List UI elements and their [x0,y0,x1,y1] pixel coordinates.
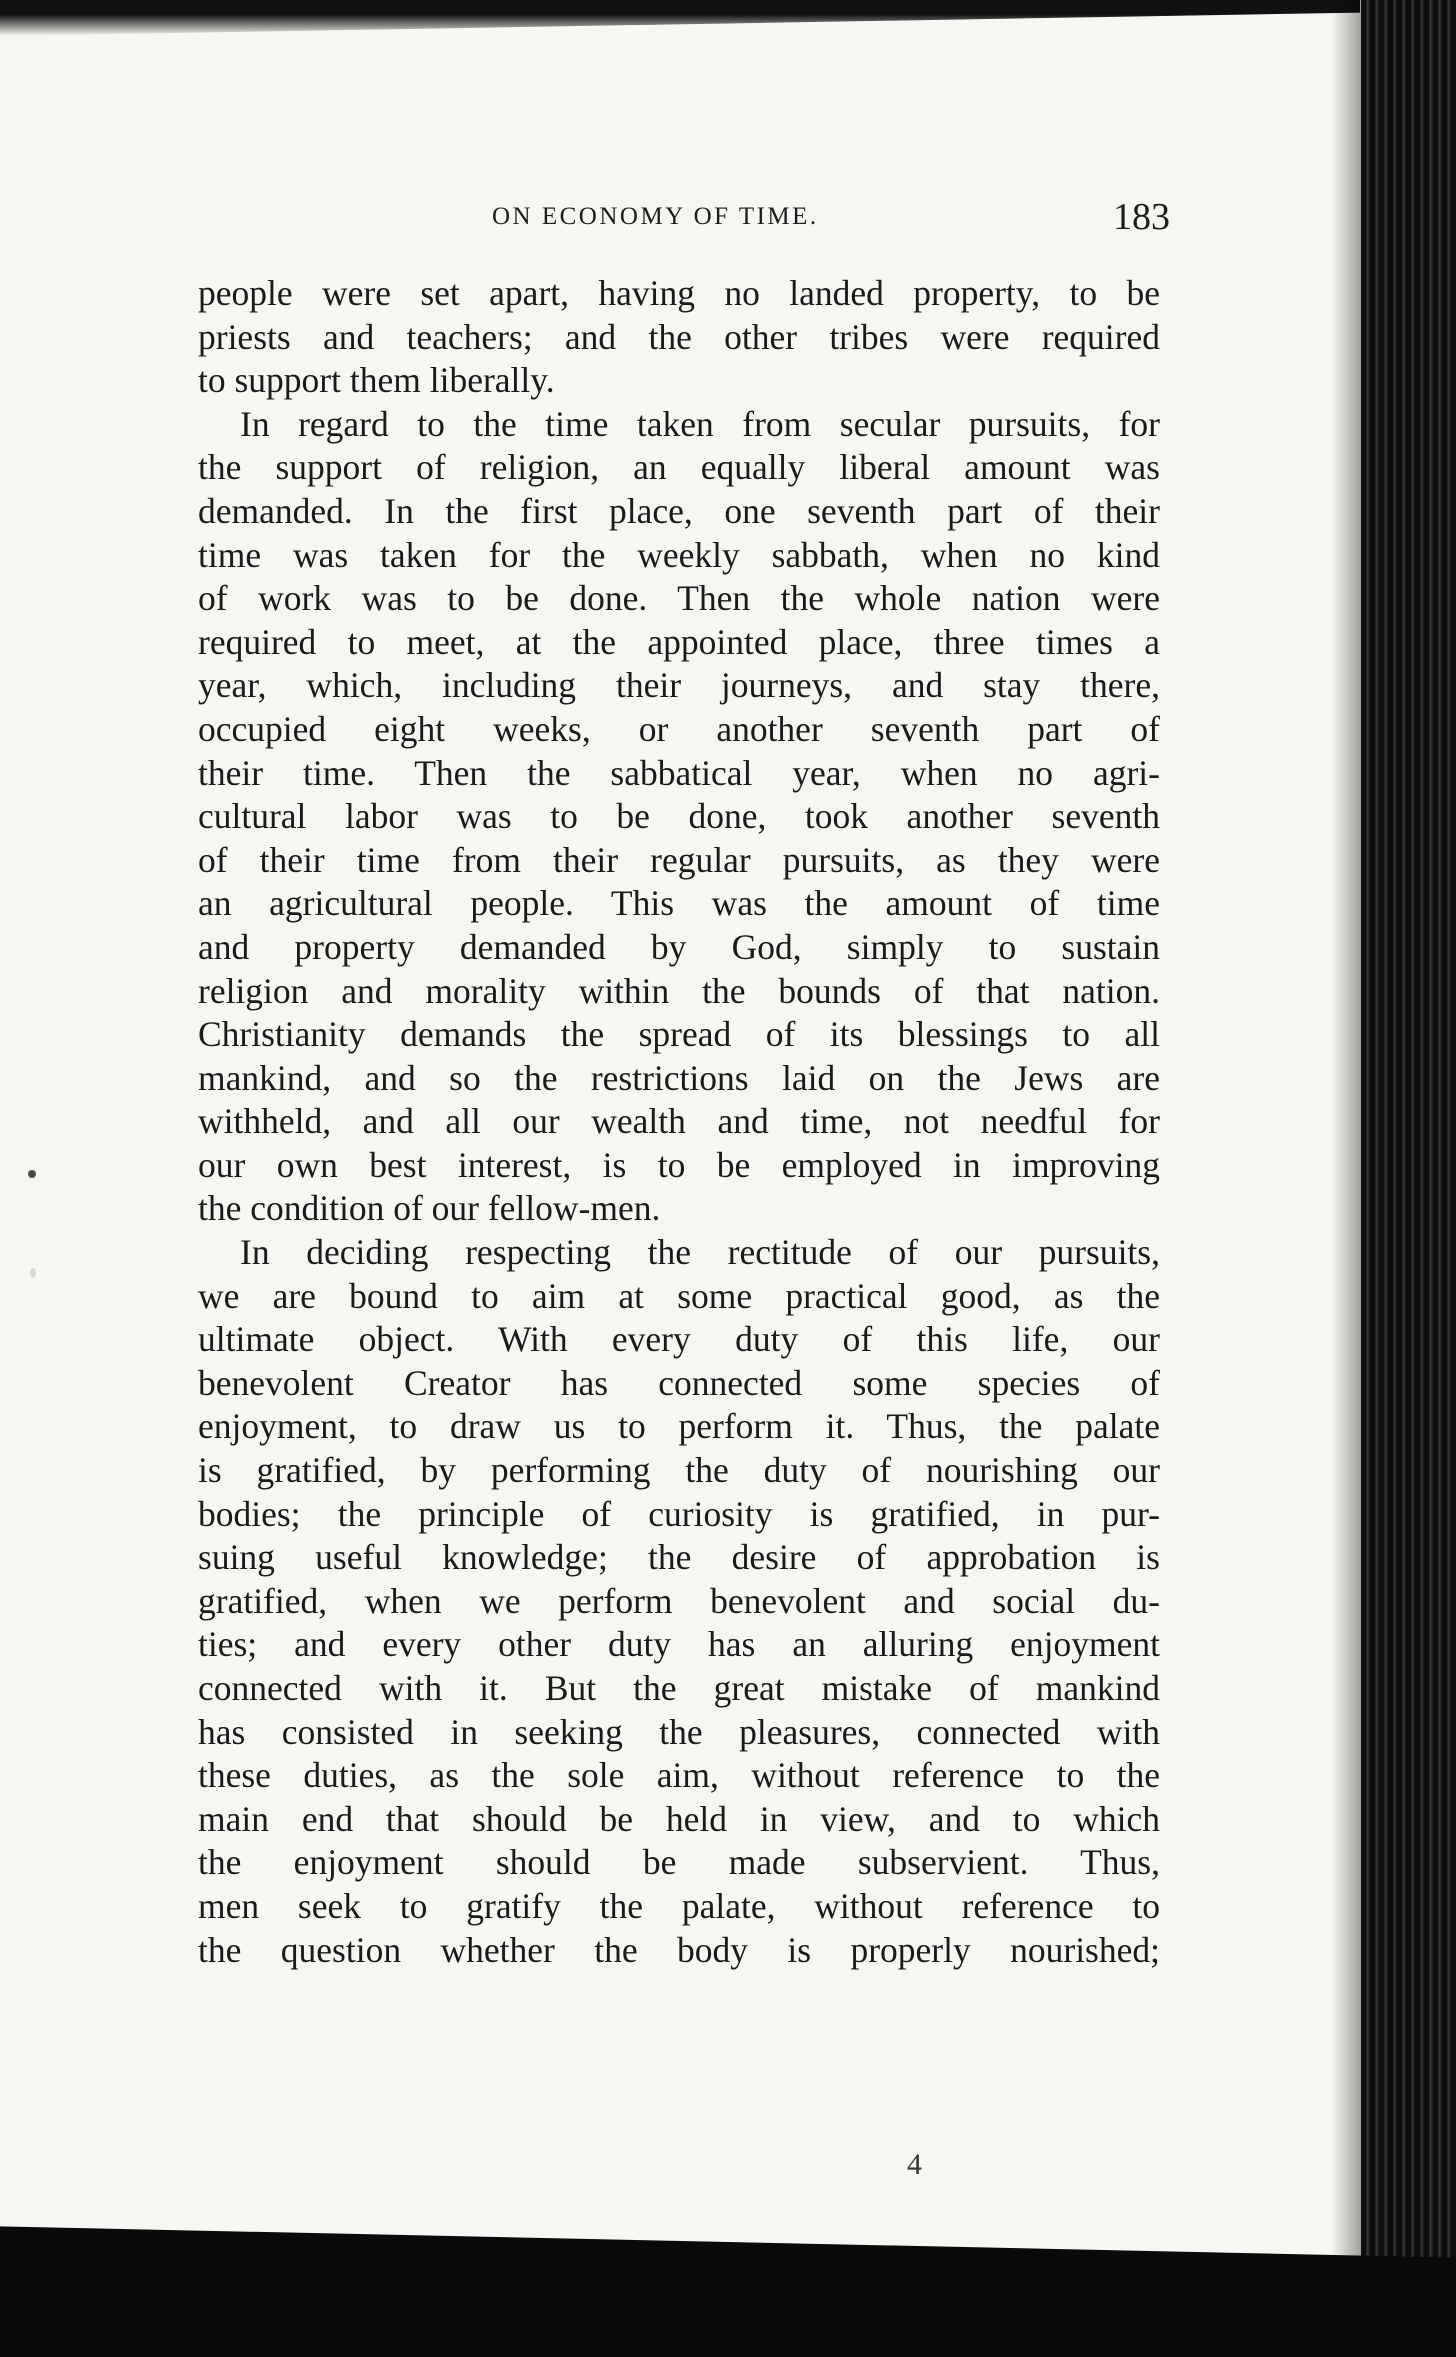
text-line: main end that should be held in view, and to which [198,1798,1160,1839]
text-line: demanded. In the first place, one seventh part of their [198,490,1160,531]
text-line: religion and morality within the bounds of that nation. [198,970,1160,1011]
text-line: time was taken for the weekly sabbath, when no kind [198,534,1160,575]
text-line: bodies; the principle of curiosity is gratified, in pur- [198,1493,1160,1534]
text-line: ultimate object. With every duty of this life, our [198,1319,1160,1360]
text-line: people were set apart, having no landed property, to be [198,273,1160,313]
ink-speck [28,1170,36,1178]
text-line: we are bound to aim at some practical good, as the [198,1275,1160,1316]
text-line: gratified, when we perform benevolent and social du- [198,1580,1160,1621]
text-line: withheld, and all our wealth and time, not needful for [198,1101,1160,1142]
running-head: ON ECONOMY OF TIME. [492,203,819,230]
text-line: of their time from their regular pursuits, as they were [198,839,1160,880]
text-line: the enjoyment should be made subservient. Thus, [198,1842,1160,1883]
text-line: these duties, as the sole aim, without reference to the [198,1755,1160,1796]
text-line: to support them liberally. [198,360,555,401]
text-line: In deciding respecting the rectitude of our pursuits, [240,1232,1160,1273]
spine-shadow [1331,0,1361,2357]
text-line: of work was to be done. Then the whole nation were [198,578,1160,619]
text-line: the condition of our fellow-men. [198,1188,661,1229]
scan-bottom-edge [0,2215,1456,2357]
text-line: priests and teachers; and the other tribes were required [198,316,1160,357]
signature-mark: 4 [907,2148,922,2181]
text-line: year, which, including their journeys, and stay there, [198,665,1160,706]
text-line: connected with it. But the great mistake of mankind [198,1668,1160,1708]
text-line: suing useful knowledge; the desire of approbation is [198,1537,1160,1578]
text-line: the question whether the body is properly nourished; [198,1929,1160,1970]
text-line: Christianity demands the spread of its blessings to all [198,1014,1160,1055]
text-line: an agricultural people. This was the amount of time [198,883,1160,924]
text-line: enjoyment, to draw us to perform it. Thus, the palate [198,1406,1160,1447]
text-line: In regard to the time taken from secular pursuits, for [240,403,1160,444]
text-line: mankind, and so the restrictions laid on the Jews are [198,1057,1160,1098]
text-line: their time. Then the sabbatical year, when no agri- [198,752,1160,793]
page-number: 183 [1113,196,1170,238]
scan-top-edge [0,0,1360,36]
text-line: ties; and every other duty has an alluring enjoyment [198,1624,1160,1665]
ink-speck [30,1268,36,1278]
body-text [198,272,1160,1972]
page-header [480,195,1170,238]
text-line: benevolent Creator has connected some species of [198,1362,1160,1403]
text-line: is gratified, by performing the duty of nourishing our [198,1450,1160,1491]
book-spine-edge [1361,0,1456,2357]
text-line: our own best interest, is to be employed in improving [198,1144,1160,1185]
text-line: required to meet, at the appointed place, three times a [198,621,1160,662]
text-line: has consisted in seeking the pleasures, connected with [198,1711,1160,1752]
text-line: occupied eight weeks, or another seventh part of [198,708,1160,749]
text-line: cultural labor was to be done, took another seventh [198,796,1160,837]
text-line: men seek to gratify the palate, without reference to [198,1885,1160,1926]
text-line: the support of religion, an equally liberal amount was [198,447,1160,488]
text-line: and property demanded by God, simply to sustain [198,926,1160,967]
